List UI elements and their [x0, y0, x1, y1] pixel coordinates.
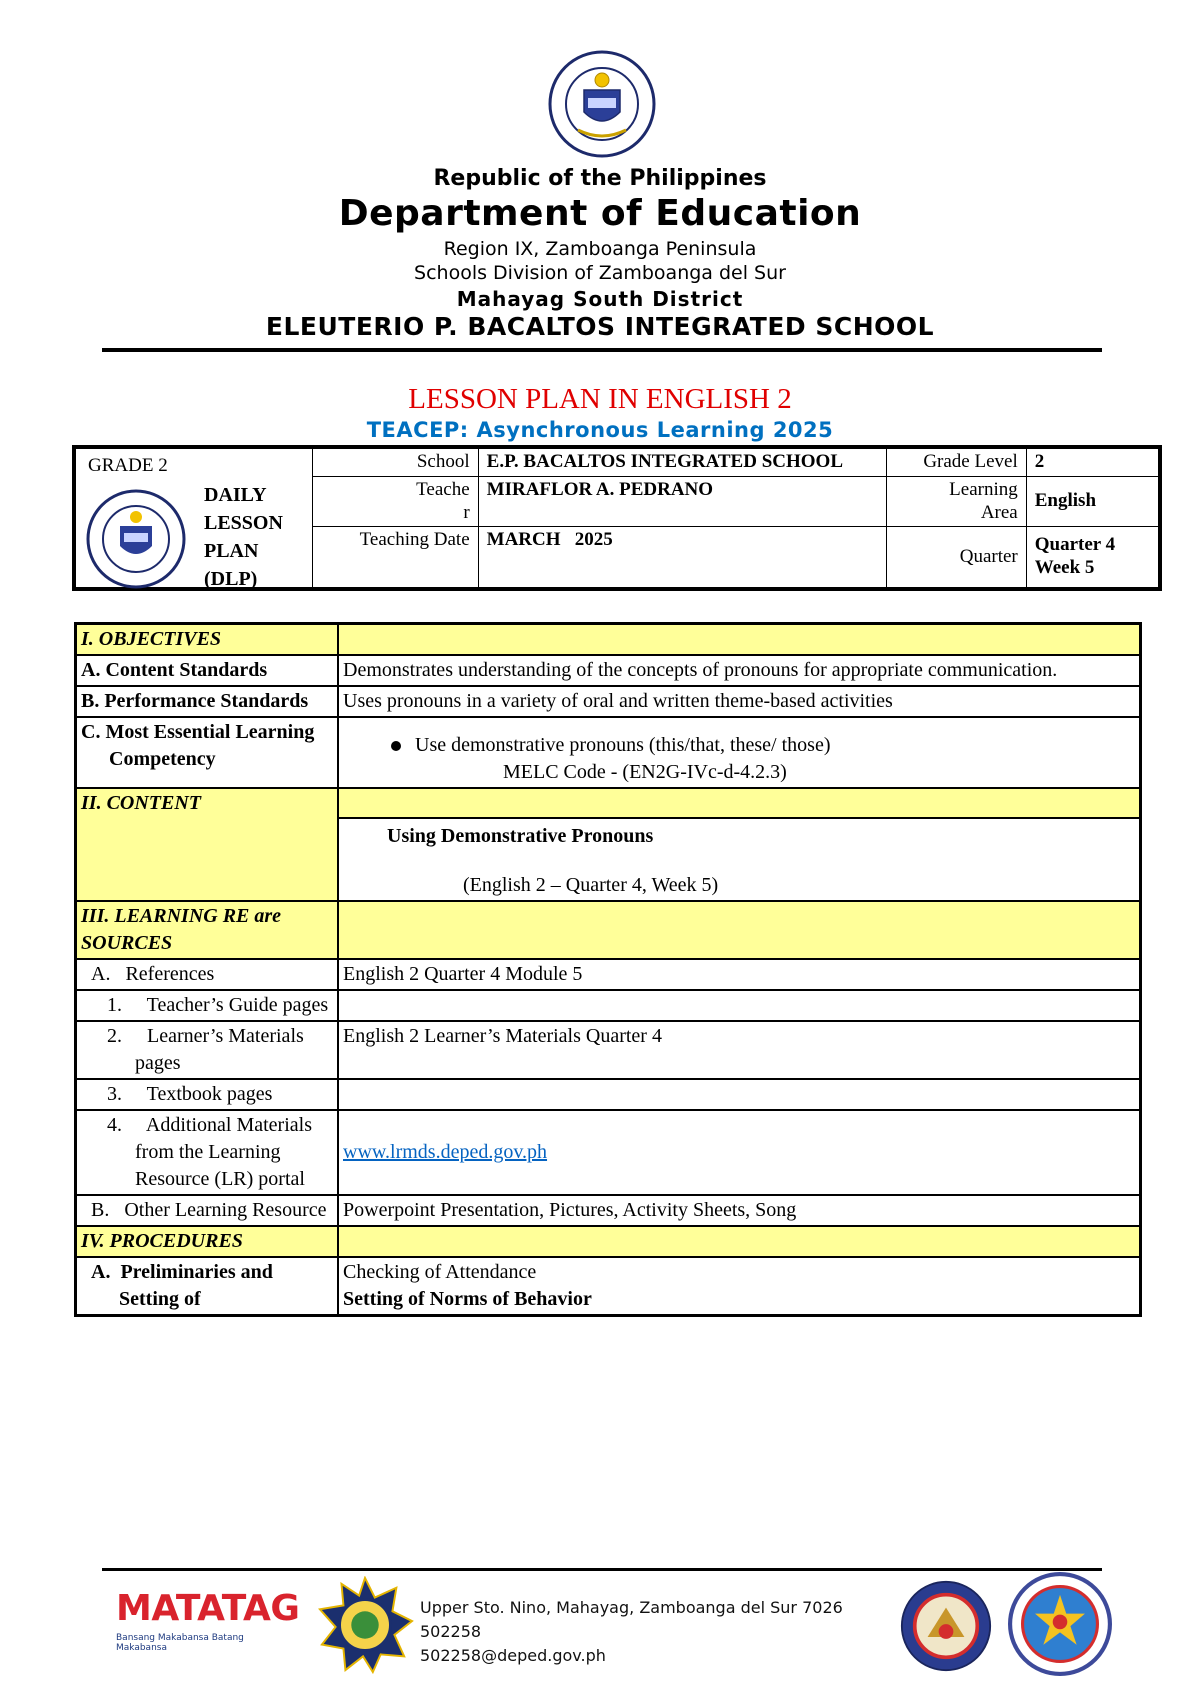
- references-value: English 2 Quarter 4 Module 5: [338, 959, 1141, 990]
- bagong-pilipinas-seal-icon: [316, 1576, 414, 1674]
- textbook-label: 3. Textbook pages: [76, 1079, 339, 1110]
- school-name-heading: ELEUTERIO P. BACALTOS INTEGRATED SCHOOL: [265, 312, 935, 341]
- table-row: [76, 686, 1141, 717]
- additional-materials-label: 4. Additional Materials from the Learning Resource (LR) portal: [76, 1110, 339, 1195]
- quarter-label: Quarter: [887, 527, 1027, 589]
- school-label: School: [313, 447, 479, 476]
- quarter-value: Quarter 4 Week 5: [1026, 527, 1160, 589]
- section-heading: II. CONTENT: [76, 788, 339, 901]
- lesson-plan-table: [74, 622, 1142, 1317]
- grade-level-value: 2: [1026, 447, 1160, 476]
- section-heading: III. LEARNING RE are SOURCES: [76, 901, 339, 959]
- footer-divider: [102, 1568, 1102, 1571]
- competency-label: C. Most Essential Learning Competency: [76, 717, 339, 788]
- table-row: [76, 959, 1141, 990]
- performance-standards-value: Uses pronouns in a variety of oral and written theme-based activities: [338, 686, 1141, 717]
- section-heading-fill: [338, 788, 1141, 818]
- learning-area-label: Learning Area: [887, 476, 1027, 527]
- footer-address: Upper Sto. Nino, Mahayag, Zamboanga del Sur 7026: [420, 1598, 843, 1617]
- lesson-plan-subtitle: TEACEP: Asynchronous Learning 2025: [366, 418, 834, 442]
- table-row: [76, 717, 1141, 788]
- teacher-label: Teache r: [313, 476, 479, 527]
- content-section-row: [76, 788, 1141, 818]
- matatag-logo: MATATAG Bansang Makabansa Batang Makabansa: [116, 1588, 300, 1653]
- republic-heading: Republic of the Philippines: [433, 166, 767, 191]
- objectives-section-row: [76, 624, 1141, 656]
- table-row: [76, 1021, 1141, 1079]
- footer-contact: [420, 1596, 843, 1668]
- table-row: [76, 1195, 1141, 1226]
- section-heading: I. OBJECTIVES: [76, 624, 339, 656]
- references-label: A. References: [76, 959, 339, 990]
- section-heading: IV. PROCEDURES: [76, 1226, 339, 1257]
- grade-level-label: Grade Level: [887, 447, 1027, 476]
- preliminaries-label: A. Preliminaries and Setting of: [76, 1257, 339, 1316]
- other-resources-label: B. Other Learning Resource: [76, 1195, 339, 1226]
- region-line: Region IX, Zamboanga Peninsula: [443, 238, 757, 260]
- district-seal-icon: [900, 1580, 992, 1672]
- deped-seal-icon: [86, 489, 186, 589]
- textbook-value: [338, 1079, 1141, 1110]
- learning-area-value: English: [1026, 476, 1160, 527]
- additional-materials-value: [338, 1110, 1141, 1195]
- table-row: [76, 1079, 1141, 1110]
- lesson-plan-title: LESSON PLAN IN ENGLISH 2: [408, 383, 792, 415]
- teaching-date-label: Teaching Date: [313, 527, 479, 589]
- content-standards-value: Demonstrates understanding of the concepts of pronouns for appropriate communication.: [338, 655, 1141, 686]
- footer-email: 502258@deped.gov.ph: [420, 1646, 606, 1665]
- department-heading: Department of Education: [338, 193, 862, 234]
- footer-school-id: 502258: [420, 1622, 482, 1641]
- bullet-icon: [391, 741, 401, 751]
- district-line: Mahayag South District: [456, 287, 744, 311]
- section-heading-fill: [338, 901, 1141, 959]
- table-row: [76, 1257, 1141, 1316]
- section-heading-fill: [338, 1226, 1141, 1257]
- division-line: Schools Division of Zamboanga del Sur: [414, 262, 786, 284]
- grade-dlp-cell: [74, 447, 313, 589]
- dlp-label: DAILY LESSON PLAN (DLP): [204, 484, 283, 590]
- lrmds-link[interactable]: www.lrmds.deped.gov.ph: [343, 1141, 548, 1163]
- performance-standards-label: B. Performance Standards: [76, 686, 339, 717]
- other-resources-value: Powerpoint Presentation, Pictures, Activity Sheets, Song: [338, 1195, 1141, 1226]
- competency-value: Use demonstrative pronouns (this/that, these/ those) MELC Code - (EN2G-IVc-d-4.2.3): [338, 717, 1141, 788]
- school-value: E.P. BACALTOS INTEGRATED SCHOOL: [478, 447, 886, 476]
- learners-materials-value: English 2 Learner’s Materials Quarter 4: [338, 1021, 1141, 1079]
- learners-materials-label: 2. Learner’s Materials pages: [76, 1021, 339, 1079]
- teaching-date-value: MARCH 2025: [478, 527, 886, 589]
- division-seal-icon: [1008, 1572, 1112, 1676]
- procedures-section-row: [76, 1226, 1141, 1257]
- preliminaries-value: Checking of Attendance Setting of Norms of Behavior: [338, 1257, 1141, 1316]
- deped-seal-logo: [548, 50, 656, 158]
- lesson-info-table: [72, 445, 1162, 591]
- resources-section-row: [76, 901, 1141, 959]
- teachers-guide-label: 1. Teacher’s Guide pages: [76, 990, 339, 1021]
- table-row: [76, 990, 1141, 1021]
- section-heading-fill: [338, 624, 1141, 656]
- grade-label: GRADE 2: [88, 455, 168, 476]
- table-row: [76, 1110, 1141, 1195]
- teacher-value: MIRAFLOR A. PEDRANO: [478, 476, 886, 527]
- table-row: [76, 655, 1141, 686]
- header-divider: [102, 348, 1102, 352]
- content-topic: Using Demonstrative Pronouns (English 2 – Quarter 4, Week 5): [338, 818, 1141, 901]
- teachers-guide-value: [338, 990, 1141, 1021]
- content-standards-label: A. Content Standards: [76, 655, 339, 686]
